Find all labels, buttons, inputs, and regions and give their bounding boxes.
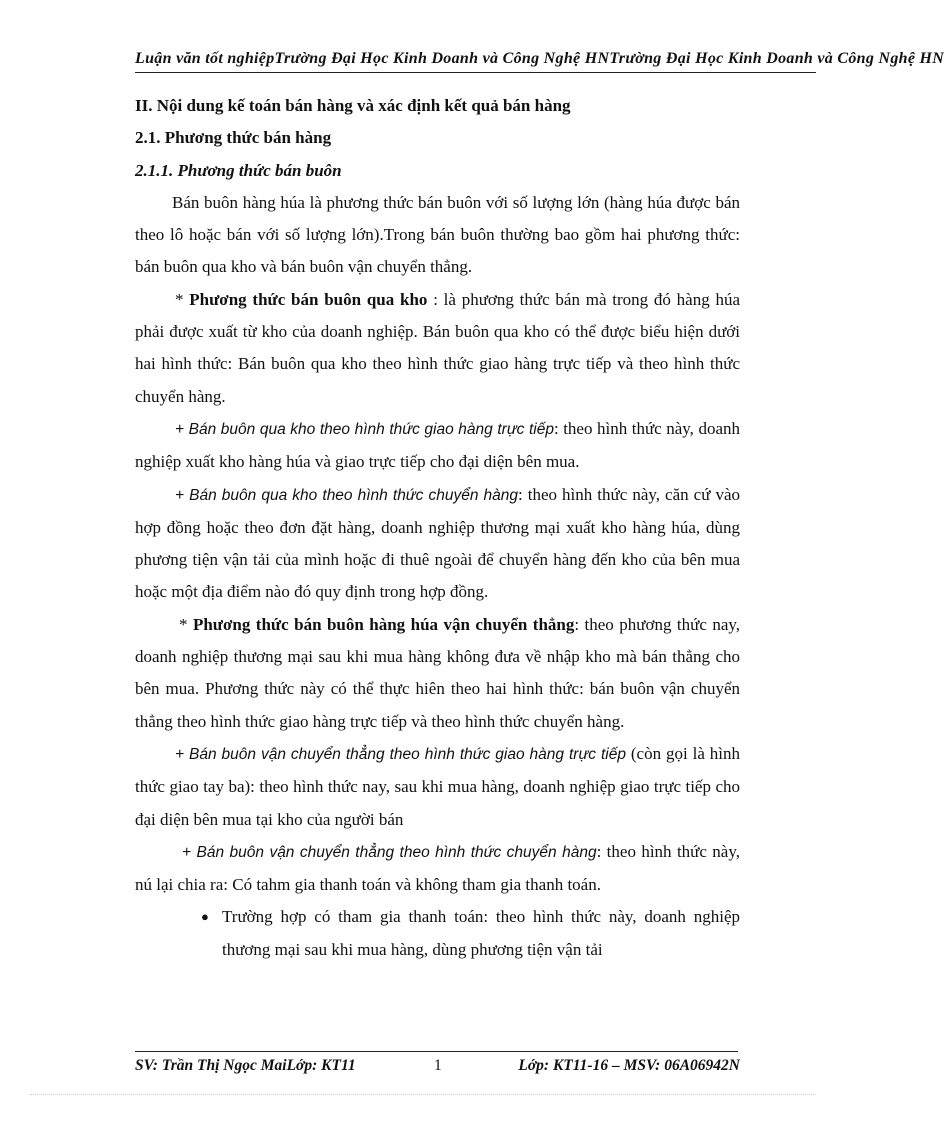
page-number: 1 xyxy=(434,1057,442,1074)
direct-shipping-prefix: * xyxy=(179,614,193,634)
direct-shipping-paragraph xyxy=(135,609,740,738)
document-body xyxy=(135,90,740,966)
direct-shipping-text: : theo phương thức nay, doanh nghiệp thương mại sau khi mua hàng không đưa về nhập kho mà bán thẳng cho bên mua. Phương thức này có thể thực hiên theo hai hình thức: bán buôn vận chuyển thẳng theo hình thức giao hàng trực tiếp và theo hình thức chuyển hàng. xyxy=(135,614,741,731)
header-title: Luận văn tốt nghiệpTrường Đại Học Kinh Doanh và Công Nghệ HNTrường Đại Học Kinh Doanh và Công Nghệ HN xyxy=(135,50,944,67)
direct-hand-paragraph xyxy=(135,738,740,836)
list-item xyxy=(135,901,740,966)
running-header xyxy=(135,48,944,70)
warehouse-prefix: * xyxy=(175,289,190,309)
subsubsection-title: 2.1.1. Phương thức bán buôn xyxy=(135,160,342,180)
direct-hand-text: (còn gọi là hình thức giao tay ba): theo hình thức nay, sau khi mua hàng, doanh nghiệp giao trực tiếp cho đại diện bên mua tại kho của người bán xyxy=(135,743,740,829)
direct-hand-prefix: + xyxy=(175,745,190,763)
warehouse-transfer-paragraph xyxy=(135,479,740,609)
direct-transfer-paragraph xyxy=(135,836,740,902)
direct-shipping-title: Phương thức bán buôn hàng húa vận chuyển thẳng xyxy=(192,614,575,634)
footer-student: SV: Trần Thị Ngọc MaiLớp: KT11 xyxy=(135,1057,356,1074)
direct-transfer-text: : theo hình thức này, nú lại chia ra: Có tahm gia thanh toán và không tham gia thanh toán. xyxy=(135,841,740,895)
warehouse-transfer-prefix: + xyxy=(175,486,190,504)
direct-transfer-prefix: + xyxy=(182,843,197,861)
warehouse-text: : là phương thức bán mà trong đó hàng húa phải được xuất từ kho của doanh nghiệp. Bán buôn qua kho có thể được biểu hiện dưới hai hình thức: Bán buôn qua kho theo hình thức giao hàng trực tiếp và theo hình thức chuyển hàng. xyxy=(135,289,741,406)
direct-hand-label: Bán buôn vận chuyển thẳng theo hình thức giao hàng trực tiếp xyxy=(189,745,626,763)
subsection-title: 2.1. Phương thức bán hàng xyxy=(135,128,332,148)
header-rule xyxy=(135,72,816,73)
warehouse-transfer-text: : theo hình thức này, căn cứ vào hợp đồng hoặc theo đơn đặt hàng, doanh nghiệp thương mại xuất kho hàng húa, dùng phương tiện vận tải của mình hoặc đi thuê ngoài để chuyển hàng đến kho của bên mua hoặc một địa điểm nào đó quy định trong hợp đồng. xyxy=(135,484,740,602)
warehouse-direct-paragraph xyxy=(135,413,740,479)
warehouse-direct-label: Bán buôn qua kho theo hình thức giao hàng trực tiếp xyxy=(188,420,554,438)
page-bottom-dotted-line xyxy=(30,1094,816,1095)
bullet-text: Trường hợp có tham gia thanh toán: theo hình thức này, doanh nghiệp thương mại sau khi mua hàng, dùng phương tiện vận tải xyxy=(222,907,740,959)
direct-transfer-label: Bán buôn vận chuyển thẳng theo hình thức chuyển hàng xyxy=(196,843,597,861)
warehouse-direct-prefix: + xyxy=(175,420,189,438)
bullet-icon: ● xyxy=(201,909,209,925)
warehouse-title: Phương thức bán buôn qua kho xyxy=(189,289,428,309)
footer-rule xyxy=(135,1051,738,1052)
warehouse-direct-text: : theo hình thức này, doanh nghiệp xuất kho hàng húa và giao trực tiếp cho đại diện bên mua. xyxy=(135,418,741,472)
bullet-list xyxy=(135,901,740,966)
page-footer xyxy=(135,1055,740,1077)
section-title: II. Nội dung kế toán bán hàng và xác định kết quả bán hàng xyxy=(135,96,571,115)
warehouse-transfer-label: Bán buôn qua kho theo hình thức chuyển hàng xyxy=(189,486,519,504)
footer-class-info: Lớp: KT11-16 – MSV: 06A06942N xyxy=(518,1057,740,1074)
warehouse-paragraph xyxy=(135,284,740,413)
intro-paragraph: Bán buôn hàng húa là phương thức bán buôn với số lượng lớn (hàng húa được bán theo lô hoặc bán với số lượng lớn).Trong bán buôn thường bao gồm hai phương thức: bán buôn qua kho và bán buôn vận chuyển thẳng. xyxy=(135,192,740,277)
